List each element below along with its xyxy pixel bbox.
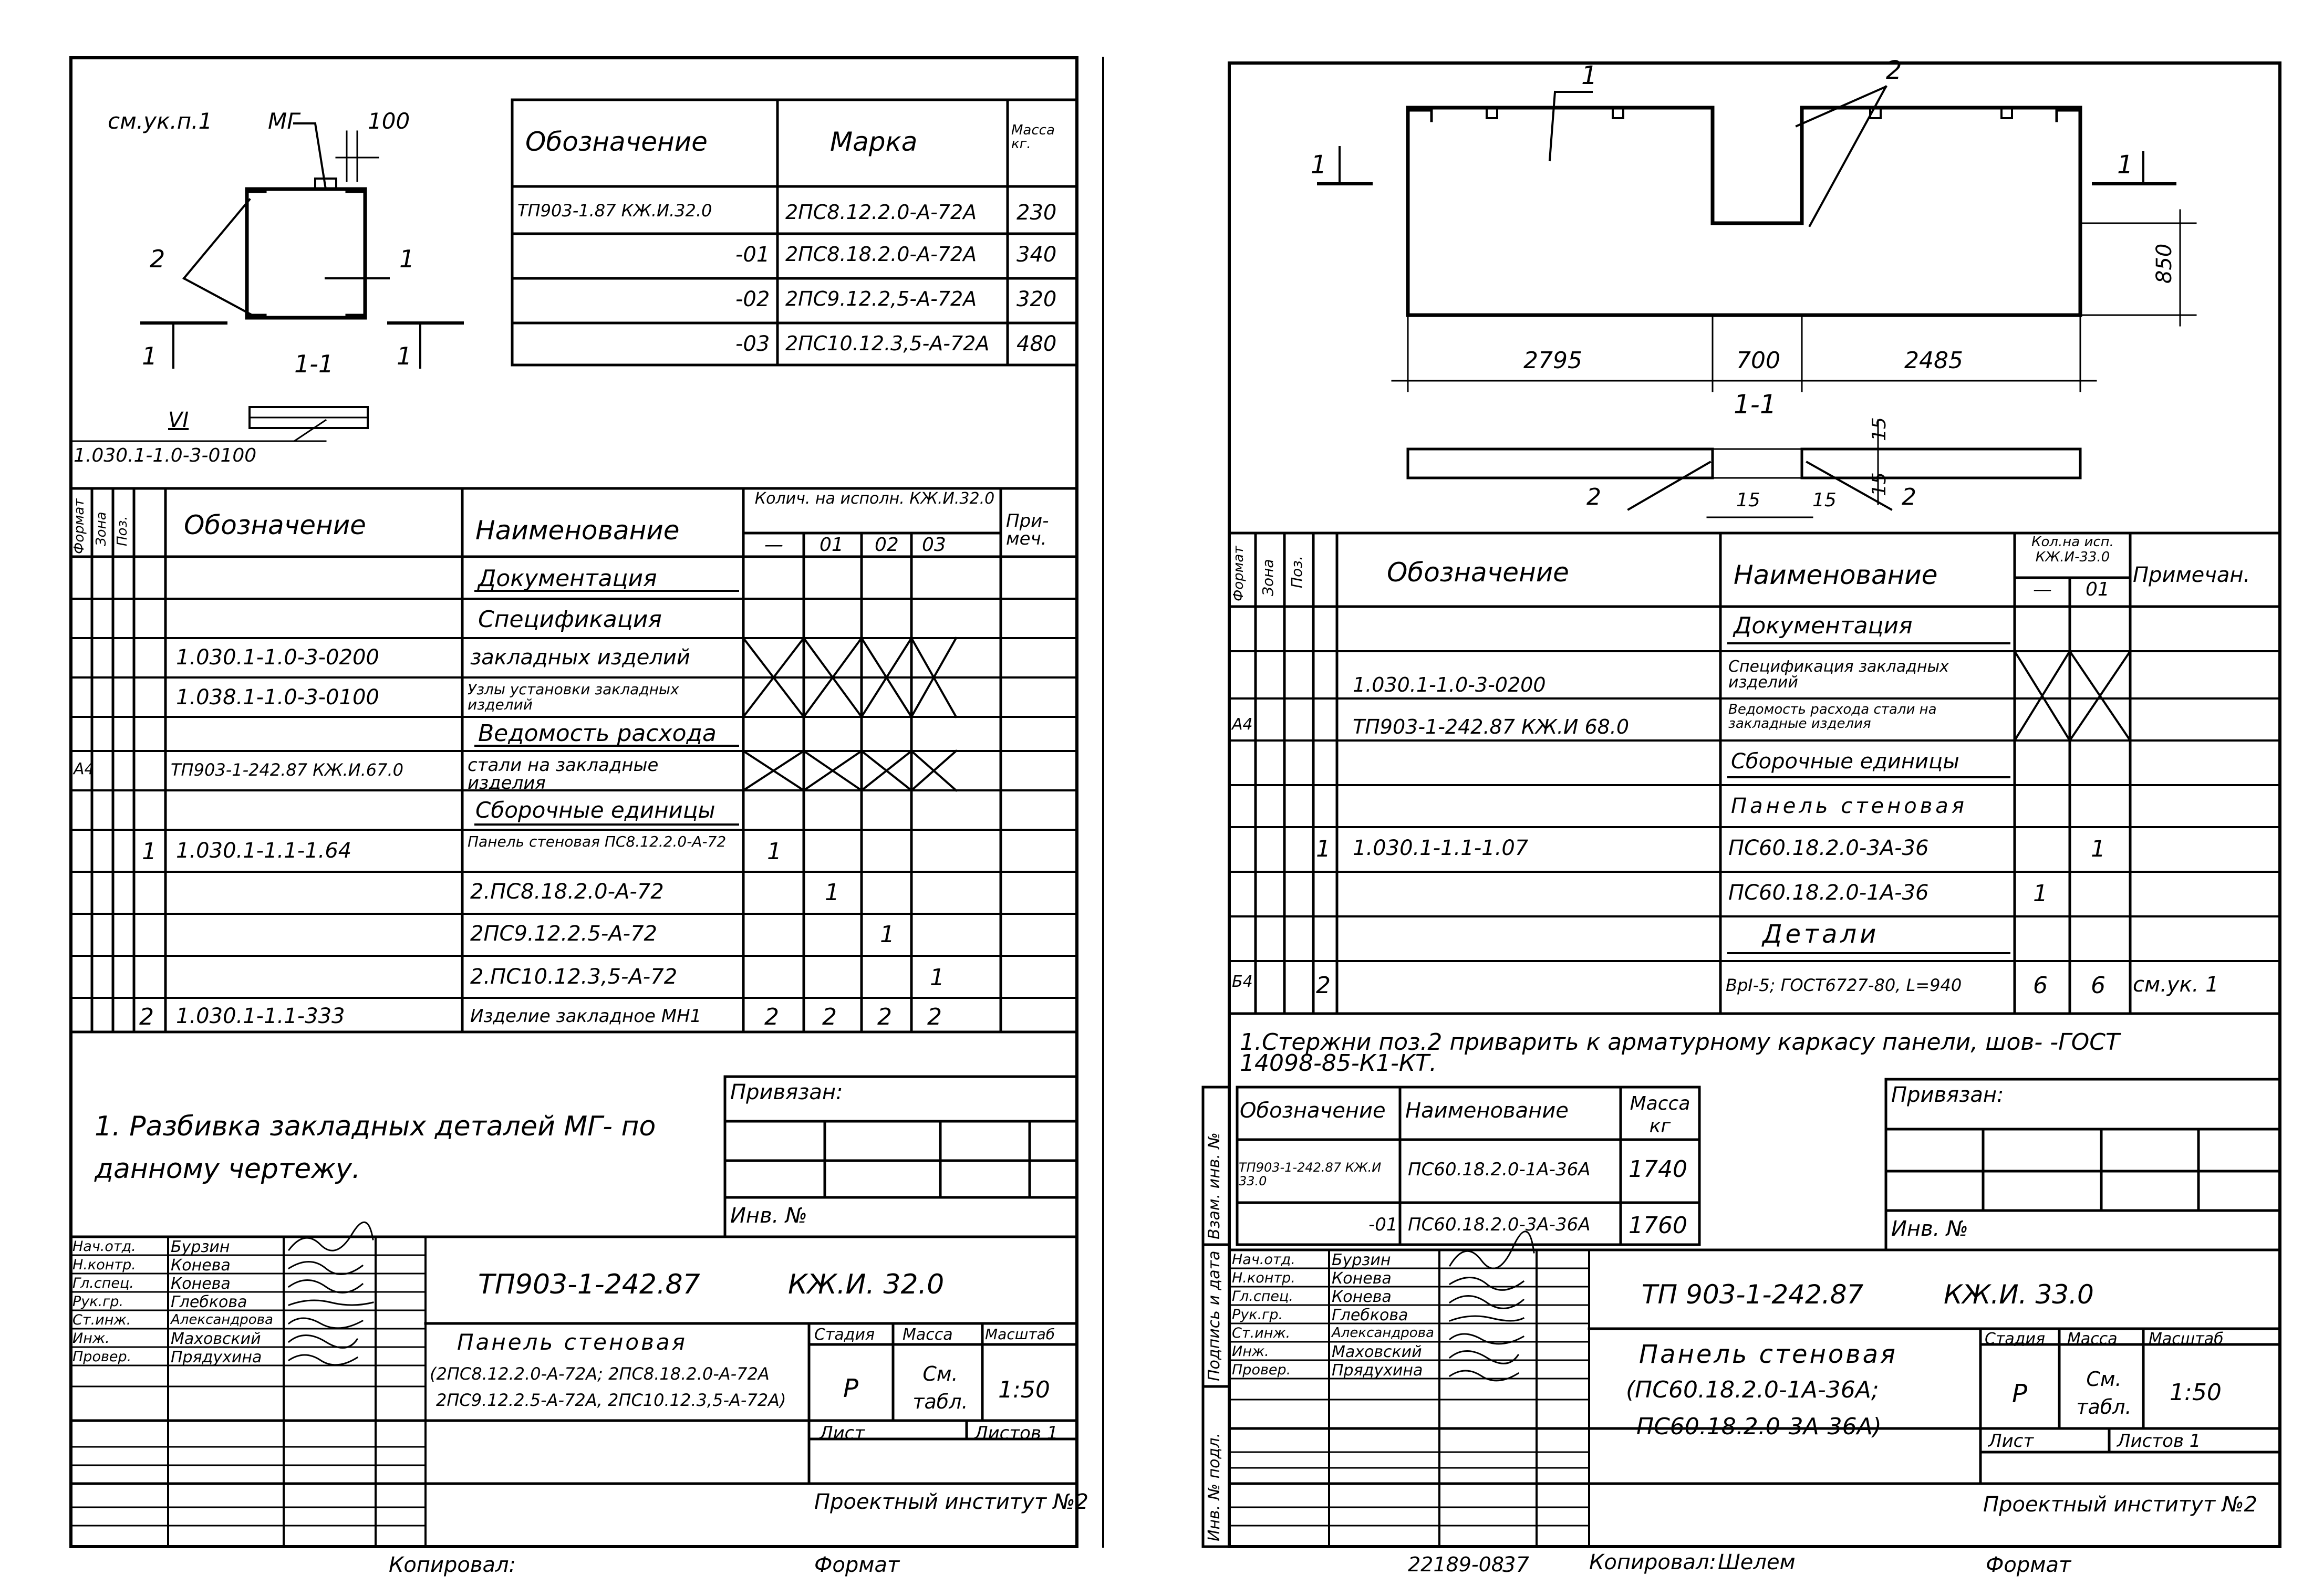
spec-row-name: 2.ПС8.18.2.0-А-72: [470, 880, 664, 904]
stamp-number: 22189-08: [1408, 1553, 1504, 1576]
spec-h-qty: Колич. на исполн. КЖ.И.32.0: [754, 489, 995, 508]
spec-h-pos: Поз.: [1288, 556, 1305, 588]
signer-role: Ст.инж.: [1232, 1325, 1291, 1341]
spec-qty: 6: [2091, 972, 2105, 999]
title-line-3: 2ПС9.12.2.5-А-72А, 2ПС10.12.3,5-А-72А): [436, 1390, 786, 1410]
spec-row-desig: 1.038.1-1.0-3-0100: [176, 685, 379, 710]
signer-name: Конева: [171, 1275, 231, 1293]
spec-h-qty-2: 02: [875, 534, 899, 556]
section-label: 1-1: [1734, 389, 1777, 420]
title-line-1: Панель стеновая: [1639, 1340, 1897, 1369]
pos-2-callout: 2: [1902, 484, 1916, 510]
spec-qty: 2: [877, 1004, 892, 1030]
signer-role: Рук.гр.: [1232, 1307, 1283, 1323]
spec-qty: 1: [880, 921, 895, 948]
spec-row-name: Панель стеновая ПС8.12.2.0-А-72: [468, 833, 727, 850]
spec-h-zone: Зона: [94, 512, 109, 546]
doc-code-suffix: КЖ.И. 32.0: [788, 1269, 945, 1300]
signer-role: Ст.инж.: [72, 1312, 131, 1328]
mass-table-header-name: Наименование: [1405, 1099, 1569, 1123]
ref-note: см.ук.п.1: [108, 108, 213, 134]
pos-2-callout: 2: [1886, 56, 1902, 85]
pos-1-callout: 1: [399, 245, 415, 273]
signer-name: Прядухина: [1332, 1361, 1423, 1380]
spec-h-qty-0: —: [2033, 579, 2052, 600]
stage-header: Стадия: [1985, 1330, 2046, 1348]
spec-h-qty: Кол.на исп. КЖ.И-33.0: [2031, 534, 2114, 565]
signer-role: Рук.гр.: [72, 1294, 124, 1310]
spec-row-name: Документация: [1734, 612, 1913, 639]
dim-2: 2485: [1904, 347, 1963, 374]
mass-row-1-mass: 340: [1017, 243, 1057, 267]
spec-row-pos: 1: [142, 838, 157, 865]
copied-signature: Шелем: [1718, 1550, 1796, 1574]
signer-role: Н.контр.: [1232, 1270, 1295, 1286]
mass-value: См. табл.: [2076, 1368, 2132, 1419]
scale-value: 1:50: [2170, 1379, 2222, 1406]
signer-role: Провер.: [72, 1349, 132, 1365]
spec-row-format: А4: [1232, 715, 1253, 734]
privyazan-label: Привязан:: [1891, 1083, 2004, 1107]
spec-qty: 1: [2091, 836, 2105, 862]
spec-row-desig: 1.030.1-1.1-1.07: [1353, 836, 1529, 860]
section-mark-right: 1: [397, 342, 412, 370]
spec-row-desig: 1.030.1-1.0-3-0200: [176, 645, 379, 670]
mass-table-header-mark: Марка: [830, 127, 918, 157]
copied-label: Копировал:: [389, 1553, 516, 1577]
spec-qty: 1: [825, 879, 839, 906]
scale-value: 1:50: [998, 1376, 1050, 1403]
spec-row-note: см.ук. 1: [2133, 973, 2219, 997]
dim-15: 15: [1869, 472, 1890, 496]
mass-row-3-desig: -03: [735, 332, 770, 356]
stage-value: Р: [2012, 1379, 2027, 1409]
side-label-inv: Инв. № подл.: [1205, 1433, 1223, 1541]
mass-row-1-mark: 2ПС8.18.2.0-А-72А: [785, 243, 977, 266]
section-mark-right: 1: [2117, 150, 2133, 180]
spec-row-name: Детали: [1762, 920, 1880, 949]
spec-row-name: Узлы установки закладных изделий: [468, 681, 679, 714]
sheet-label: Лист: [1988, 1431, 2034, 1452]
spec-h-desig: Обозначение: [184, 510, 366, 540]
dim-1: 700: [1736, 347, 1780, 374]
mass-row-0-desig: ТП903-1-242.87 КЖ.И 33.0: [1239, 1160, 1382, 1189]
stage-value: Р: [843, 1374, 858, 1403]
mass-row-2-desig: -02: [735, 287, 770, 311]
spec-qty: 6: [2033, 972, 2048, 999]
mass-row-1-name: ПС60.18.2.0-3А-36А: [1408, 1214, 1591, 1235]
signer-name: Прядухина: [171, 1348, 262, 1366]
general-note: 1. Разбивка закладных деталей МГ- по данному чертежу.: [95, 1111, 656, 1185]
institute: Проектный институт №2: [814, 1490, 1088, 1514]
section-mark-left: 1: [1311, 150, 1327, 180]
signer-role: Инж.: [72, 1330, 110, 1347]
signer-role: Нач.отд.: [1232, 1251, 1295, 1268]
doc-code: ТП 903-1-242.87: [1642, 1279, 1864, 1310]
spec-row-name: ПС60.18.2.0-1А-36: [1728, 881, 1929, 905]
stage-header: Стадия: [814, 1326, 875, 1344]
view-label: VI: [168, 408, 189, 432]
spec-row-name: Ведомость расхода стали на закладные изделия: [1728, 702, 1937, 732]
mass-table-header-mass: Масса кг: [1630, 1093, 1690, 1138]
signer-name: Маховский: [1332, 1343, 1422, 1361]
spec-h-zone: Зона: [1259, 559, 1277, 596]
spec-h-pos: Поз.: [115, 516, 130, 546]
spec-h-name: Наименование: [475, 515, 680, 546]
title-line-1: Панель стеновая: [457, 1329, 687, 1355]
section-mark-left: 1: [142, 342, 158, 370]
spec-h-desig: Обозначение: [1387, 557, 1569, 588]
spec-qty: 2: [764, 1004, 779, 1030]
signer-name: Конева: [1332, 1269, 1392, 1288]
mass-table-header-mass: Масса кг.: [1011, 122, 1055, 152]
inv-no-label: Инв. №: [730, 1204, 807, 1228]
spec-row-pos: 2: [139, 1004, 154, 1030]
spec-row-desig: ТП903-1-242.87 КЖ.И.67.0: [171, 760, 403, 780]
copied-label: Копировал:: [1589, 1550, 1717, 1574]
spec-h-name: Наименование: [1734, 560, 1938, 590]
signer-name: Глебкова: [171, 1293, 247, 1311]
signer-name: Александрова: [1332, 1325, 1434, 1341]
mark-mg: МГ: [268, 108, 299, 134]
spec-row-name: ПС60.18.2.0-3А-36: [1728, 836, 1929, 860]
mass-row-2-mark: 2ПС9.12.2,5-А-72А: [785, 287, 977, 310]
signer-name: Бурзин: [171, 1238, 230, 1256]
mass-row-0-name: ПС60.18.2.0-1А-36А: [1408, 1159, 1591, 1180]
general-note: 1.Стержни поз.2 приварить к арматурному каркасу панели, шов- -ГОСТ 14098-85-К1-КТ.: [1240, 1029, 2120, 1077]
spec-qty: 2: [822, 1004, 837, 1030]
spec-row-name: Документация: [478, 565, 657, 592]
spec-row-name: 2.ПС10.12.3,5-А-72: [470, 965, 678, 989]
sheets-label: Листов 1: [974, 1423, 1059, 1444]
dim-0: 2795: [1523, 347, 1582, 374]
spec-row-name: Сборочные единицы: [475, 797, 715, 823]
signer-name: Бурзин: [1332, 1251, 1391, 1269]
signer-name: Александрова: [171, 1312, 273, 1328]
mass-row-1-mass: 1760: [1629, 1212, 1687, 1239]
mass-row-1-desig: -01: [735, 243, 770, 267]
signer-name: Маховский: [171, 1330, 261, 1348]
pos-2-callout: 2: [1586, 484, 1601, 510]
dim-15: 15: [1869, 417, 1890, 441]
signer-role: Инж.: [1232, 1343, 1269, 1360]
doc-code-suffix: КЖ.И. 33.0: [1944, 1279, 2094, 1310]
spec-qty: 1: [2033, 880, 2048, 907]
spec-row-name: ВрI-5; ГОСТ6727-80, L=940: [1726, 975, 1962, 995]
mass-row-0-mark: 2ПС8.12.2.0-А-72А: [785, 201, 977, 224]
spec-row-name: Изделие закладное МН1: [470, 1006, 702, 1027]
spec-row-name: Сборочные единицы: [1731, 749, 1959, 774]
spec-row-desig: ТП903-1-242.87 КЖ.И 68.0: [1353, 715, 1630, 738]
signer-name: Конева: [171, 1256, 231, 1275]
mass-row-1-desig: -01: [1368, 1214, 1398, 1235]
spec-row-name: Панель стеновая: [1731, 794, 1967, 818]
pos-2-callout: 2: [150, 245, 165, 273]
spec-h-note: Примечан.: [2133, 563, 2250, 587]
privyazan-label: Привязан:: [730, 1080, 843, 1104]
signer-role: Гл.спец.: [72, 1275, 134, 1291]
spec-qty: 2: [927, 1004, 942, 1030]
spec-row-name: закладных изделий: [470, 645, 690, 670]
dim-15: 15: [1736, 489, 1760, 511]
dim-100: 100: [368, 108, 410, 134]
spec-h-format: Формат: [1231, 546, 1247, 601]
institute: Проектный институт №2: [1983, 1493, 2257, 1517]
mass-row-0-mass: 1740: [1629, 1156, 1687, 1183]
spec-qty: 1: [767, 838, 782, 865]
scale-header: Масштаб: [2149, 1330, 2224, 1348]
spec-row-name: Спецификация закладных изделий: [1728, 658, 1949, 692]
sheets-label: Листов 1: [2117, 1431, 2201, 1452]
side-label-podpis: Подпись и дата: [1205, 1250, 1223, 1381]
spec-row-format: Б4: [1232, 973, 1253, 991]
section-label: 1-1: [294, 350, 334, 378]
mass-header: Масса: [2067, 1330, 2118, 1348]
format-label: Формат: [814, 1553, 900, 1577]
mass-row-2-mass: 320: [1017, 287, 1057, 311]
spec-row-name: стали на закладные изделия: [468, 755, 659, 794]
mass-table-header-desig: Обозначение: [525, 127, 708, 157]
page-number: 37: [1502, 1553, 1529, 1577]
format-label: Формат: [1986, 1553, 2071, 1577]
signer-role: Провер.: [1232, 1362, 1291, 1378]
signer-role: Нач.отд.: [72, 1238, 136, 1255]
signer-role: Гл.спец.: [1232, 1288, 1293, 1305]
spec-row-format: А4: [74, 760, 95, 778]
spec-h-qty-0: —: [764, 534, 783, 556]
signer-name: Глебкова: [1332, 1306, 1408, 1324]
spec-row-name: 2ПС9.12.2.5-А-72: [470, 922, 657, 946]
spec-row-desig: 1.030.1-1.1-333: [176, 1004, 345, 1028]
mass-row-0-desig: ТП903-1.87 КЖ.И.32.0: [517, 201, 712, 221]
view-ref: 1.030.1-1.0-3-0100: [74, 445, 257, 466]
mass-row-0-mass: 230: [1017, 201, 1057, 225]
spec-h-format: Формат: [71, 498, 87, 554]
spec-h-qty-1: 01: [820, 534, 844, 556]
mass-value: См. табл.: [912, 1362, 968, 1414]
spec-qty: 1: [930, 964, 945, 991]
spec-row-name: Ведомость расхода: [478, 720, 717, 747]
side-label-vzam: Взам. инв. №: [1205, 1132, 1223, 1239]
scale-header: Масштаб: [985, 1326, 1055, 1343]
dim-15: 15: [1812, 489, 1837, 511]
spec-row-pos: 2: [1316, 972, 1331, 999]
sheet-label: Лист: [820, 1423, 865, 1444]
signer-role: Н.контр.: [72, 1257, 136, 1273]
spec-h-qty-1: 01: [2086, 579, 2110, 600]
spec-h-qty-3: 03: [922, 534, 946, 556]
spec-row-desig: 1.030.1-1.0-3-0200: [1353, 673, 1546, 696]
spec-row-name: Спецификация: [478, 606, 662, 633]
spec-h-note: При- меч.: [1006, 510, 1049, 549]
mass-row-3-mass: 480: [1017, 332, 1057, 356]
spec-row-desig: 1.030.1-1.1-1.64: [176, 839, 352, 863]
inv-no-label: Инв. №: [1891, 1217, 1968, 1241]
doc-code: ТП903-1-242.87: [478, 1269, 700, 1300]
mass-row-3-mark: 2ПС10.12.3,5-А-72А: [785, 332, 990, 355]
mass-header: Масса: [903, 1326, 953, 1344]
dim-850: 850: [2152, 243, 2176, 284]
title-line-2: (2ПС8.12.2.0-А-72А; 2ПС8.18.2.0-А-72А: [430, 1364, 770, 1384]
spec-row-pos: 1: [1316, 836, 1331, 862]
title-line-3: ПС60.18.2.0-3А-36А): [1636, 1413, 1882, 1440]
pos-1-callout: 1: [1581, 61, 1598, 90]
signer-name: Конева: [1332, 1288, 1392, 1306]
mass-table-header-desig: Обозначение: [1240, 1099, 1386, 1123]
title-line-2: (ПС60.18.2.0-1А-36А;: [1626, 1376, 1879, 1403]
